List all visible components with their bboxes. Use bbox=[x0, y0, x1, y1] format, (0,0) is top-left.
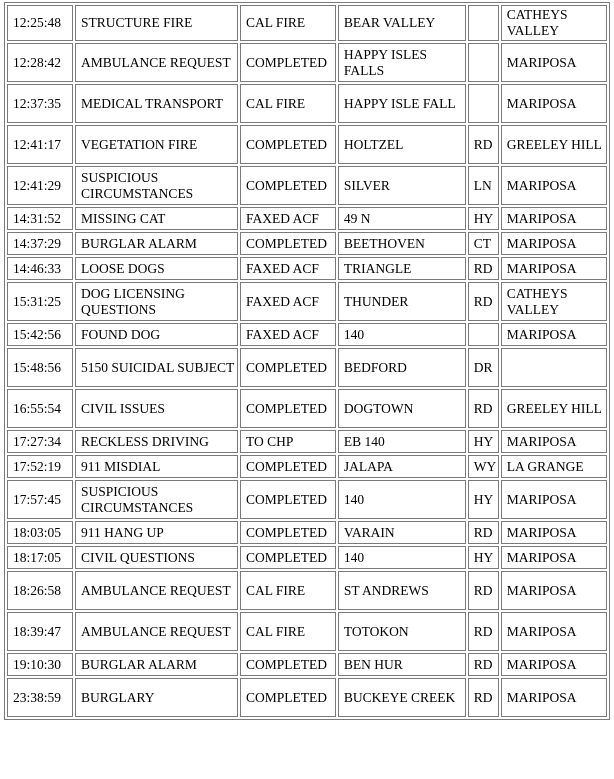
call-log-table bbox=[4, 2, 610, 720]
street-cell: HOLTZEL bbox=[338, 125, 466, 164]
city-cell: MARIPOSA bbox=[501, 43, 607, 82]
street-cell: TRIANGLE bbox=[338, 257, 466, 280]
street-suffix-cell bbox=[468, 84, 499, 123]
street-suffix-cell: DR bbox=[468, 348, 499, 387]
street-suffix-cell: RD bbox=[468, 257, 499, 280]
street-cell: SILVER bbox=[338, 166, 466, 205]
table-row bbox=[7, 257, 607, 280]
street-cell: HAPPY ISLES FALLS bbox=[338, 43, 466, 82]
disposition-cell: CAL FIRE bbox=[240, 84, 336, 123]
disposition-cell: TO CHP bbox=[240, 430, 336, 453]
call-type-cell: 911 HANG UP bbox=[75, 521, 238, 544]
table-row bbox=[7, 282, 607, 321]
time-cell: 14:46:33 bbox=[7, 257, 73, 280]
time-cell: 12:41:29 bbox=[7, 166, 73, 205]
city-cell: MARIPOSA bbox=[501, 678, 607, 717]
street-suffix-cell: WY bbox=[468, 455, 499, 478]
table-row bbox=[7, 389, 607, 428]
table-row bbox=[7, 5, 607, 41]
street-suffix-cell: HY bbox=[468, 480, 499, 519]
disposition-cell: COMPLETED bbox=[240, 455, 336, 478]
time-cell: 14:37:29 bbox=[7, 232, 73, 255]
time-cell: 17:52:19 bbox=[7, 455, 73, 478]
call-type-cell: LOOSE DOGS bbox=[75, 257, 238, 280]
street-suffix-cell: RD bbox=[468, 389, 499, 428]
city-cell: MARIPOSA bbox=[501, 166, 607, 205]
time-cell: 18:17:05 bbox=[7, 546, 73, 569]
street-cell: BEN HUR bbox=[338, 653, 466, 676]
time-cell: 12:37:35 bbox=[7, 84, 73, 123]
disposition-cell: FAXED ACF bbox=[240, 207, 336, 230]
table-row bbox=[7, 166, 607, 205]
street-suffix-cell bbox=[468, 5, 499, 41]
city-cell: MARIPOSA bbox=[501, 653, 607, 676]
time-cell: 19:10:30 bbox=[7, 653, 73, 676]
call-type-cell: CIVIL QUESTIONS bbox=[75, 546, 238, 569]
time-cell: 15:48:56 bbox=[7, 348, 73, 387]
call-log-body bbox=[7, 5, 607, 717]
city-cell: CATHEYS VALLEY bbox=[501, 5, 607, 41]
table-row bbox=[7, 125, 607, 164]
time-cell: 16:55:54 bbox=[7, 389, 73, 428]
disposition-cell: COMPLETED bbox=[240, 653, 336, 676]
city-cell: MARIPOSA bbox=[501, 612, 607, 651]
street-suffix-cell: HY bbox=[468, 546, 499, 569]
time-cell: 18:26:58 bbox=[7, 571, 73, 610]
street-suffix-cell: RD bbox=[468, 571, 499, 610]
disposition-cell: COMPLETED bbox=[240, 678, 336, 717]
street-suffix-cell: RD bbox=[468, 653, 499, 676]
street-cell: THUNDER bbox=[338, 282, 466, 321]
street-cell: JALAPA bbox=[338, 455, 466, 478]
disposition-cell: FAXED ACF bbox=[240, 323, 336, 346]
city-cell: MARIPOSA bbox=[501, 207, 607, 230]
street-suffix-cell: CT bbox=[468, 232, 499, 255]
time-cell: 23:38:59 bbox=[7, 678, 73, 717]
city-cell: MARIPOSA bbox=[501, 521, 607, 544]
time-cell: 17:57:45 bbox=[7, 480, 73, 519]
disposition-cell: CAL FIRE bbox=[240, 612, 336, 651]
street-cell: BEETHOVEN bbox=[338, 232, 466, 255]
street-suffix-cell: RD bbox=[468, 678, 499, 717]
street-cell: 140 bbox=[338, 546, 466, 569]
call-type-cell: VEGETATION FIRE bbox=[75, 125, 238, 164]
time-cell: 18:39:47 bbox=[7, 612, 73, 651]
table-row bbox=[7, 207, 607, 230]
street-cell: TOTOKON bbox=[338, 612, 466, 651]
city-cell: MARIPOSA bbox=[501, 571, 607, 610]
time-cell: 15:31:25 bbox=[7, 282, 73, 321]
time-cell: 15:42:56 bbox=[7, 323, 73, 346]
city-cell: MARIPOSA bbox=[501, 232, 607, 255]
street-cell: BUCKEYE CREEK bbox=[338, 678, 466, 717]
disposition-cell: CAL FIRE bbox=[240, 571, 336, 610]
disposition-cell: COMPLETED bbox=[240, 232, 336, 255]
street-suffix-cell: RD bbox=[468, 612, 499, 651]
table-row bbox=[7, 653, 607, 676]
table-row bbox=[7, 571, 607, 610]
city-cell: MARIPOSA bbox=[501, 323, 607, 346]
disposition-cell: COMPLETED bbox=[240, 125, 336, 164]
call-type-cell: SUSPICIOUS CIRCUMSTANCES bbox=[75, 166, 238, 205]
call-type-cell: RECKLESS DRIVING bbox=[75, 430, 238, 453]
street-cell: EB 140 bbox=[338, 430, 466, 453]
table-row bbox=[7, 546, 607, 569]
call-type-cell: AMBULANCE REQUEST bbox=[75, 571, 238, 610]
street-suffix-cell: HY bbox=[468, 430, 499, 453]
disposition-cell: CAL FIRE bbox=[240, 5, 336, 41]
city-cell: GREELEY HILL bbox=[501, 125, 607, 164]
city-cell: MARIPOSA bbox=[501, 430, 607, 453]
table-row bbox=[7, 480, 607, 519]
street-suffix-cell bbox=[468, 43, 499, 82]
call-type-cell: BURGLAR ALARM bbox=[75, 232, 238, 255]
call-type-cell: DOG LICENSING QUESTIONS bbox=[75, 282, 238, 321]
call-type-cell: CIVIL ISSUES bbox=[75, 389, 238, 428]
call-type-cell: SUSPICIOUS CIRCUMSTANCES bbox=[75, 480, 238, 519]
street-cell: BEAR VALLEY bbox=[338, 5, 466, 41]
disposition-cell: COMPLETED bbox=[240, 389, 336, 428]
table-row bbox=[7, 84, 607, 123]
call-type-cell: MISSING CAT bbox=[75, 207, 238, 230]
call-type-cell: STRUCTURE FIRE bbox=[75, 5, 238, 41]
disposition-cell: COMPLETED bbox=[240, 348, 336, 387]
table-row bbox=[7, 348, 607, 387]
street-cell: HAPPY ISLE FALL bbox=[338, 84, 466, 123]
call-type-cell: 911 MISDIAL bbox=[75, 455, 238, 478]
street-suffix-cell: HY bbox=[468, 207, 499, 230]
call-type-cell: FOUND DOG bbox=[75, 323, 238, 346]
city-cell: MARIPOSA bbox=[501, 84, 607, 123]
street-cell: BEDFORD bbox=[338, 348, 466, 387]
table-row bbox=[7, 521, 607, 544]
time-cell: 12:28:42 bbox=[7, 43, 73, 82]
call-type-cell: BURGLARY bbox=[75, 678, 238, 717]
disposition-cell: COMPLETED bbox=[240, 546, 336, 569]
time-cell: 14:31:52 bbox=[7, 207, 73, 230]
street-suffix-cell bbox=[468, 323, 499, 346]
city-cell: LA GRANGE bbox=[501, 455, 607, 478]
table-row bbox=[7, 678, 607, 717]
street-suffix-cell: RD bbox=[468, 521, 499, 544]
call-log bbox=[4, 2, 614, 720]
street-cell: ST ANDREWS bbox=[338, 571, 466, 610]
call-type-cell: AMBULANCE REQUEST bbox=[75, 612, 238, 651]
street-cell: 49 N bbox=[338, 207, 466, 230]
table-row bbox=[7, 43, 607, 82]
time-cell: 12:25:48 bbox=[7, 5, 73, 41]
disposition-cell: COMPLETED bbox=[240, 521, 336, 544]
table-row bbox=[7, 232, 607, 255]
city-cell: MARIPOSA bbox=[501, 257, 607, 280]
time-cell: 12:41:17 bbox=[7, 125, 73, 164]
city-cell: CATHEYS VALLEY bbox=[501, 282, 607, 321]
call-type-cell: BURGLAR ALARM bbox=[75, 653, 238, 676]
street-cell: VARAIN bbox=[338, 521, 466, 544]
street-suffix-cell: RD bbox=[468, 282, 499, 321]
call-type-cell: AMBULANCE REQUEST bbox=[75, 43, 238, 82]
table-row bbox=[7, 612, 607, 651]
disposition-cell: FAXED ACF bbox=[240, 282, 336, 321]
street-suffix-cell: LN bbox=[468, 166, 499, 205]
street-cell: 140 bbox=[338, 323, 466, 346]
call-type-cell: 5150 SUICIDAL SUBJECT bbox=[75, 348, 238, 387]
street-suffix-cell: RD bbox=[468, 125, 499, 164]
city-cell: MARIPOSA bbox=[501, 480, 607, 519]
table-row bbox=[7, 323, 607, 346]
street-cell: 140 bbox=[338, 480, 466, 519]
table-row bbox=[7, 430, 607, 453]
disposition-cell: COMPLETED bbox=[240, 43, 336, 82]
call-type-cell: MEDICAL TRANSPORT bbox=[75, 84, 238, 123]
time-cell: 17:27:34 bbox=[7, 430, 73, 453]
city-cell: MARIPOSA bbox=[501, 546, 607, 569]
street-cell: DOGTOWN bbox=[338, 389, 466, 428]
disposition-cell: COMPLETED bbox=[240, 480, 336, 519]
time-cell: 18:03:05 bbox=[7, 521, 73, 544]
disposition-cell: FAXED ACF bbox=[240, 257, 336, 280]
city-cell bbox=[501, 348, 607, 387]
table-row bbox=[7, 455, 607, 478]
disposition-cell: COMPLETED bbox=[240, 166, 336, 205]
city-cell: GREELEY HILL bbox=[501, 389, 607, 428]
